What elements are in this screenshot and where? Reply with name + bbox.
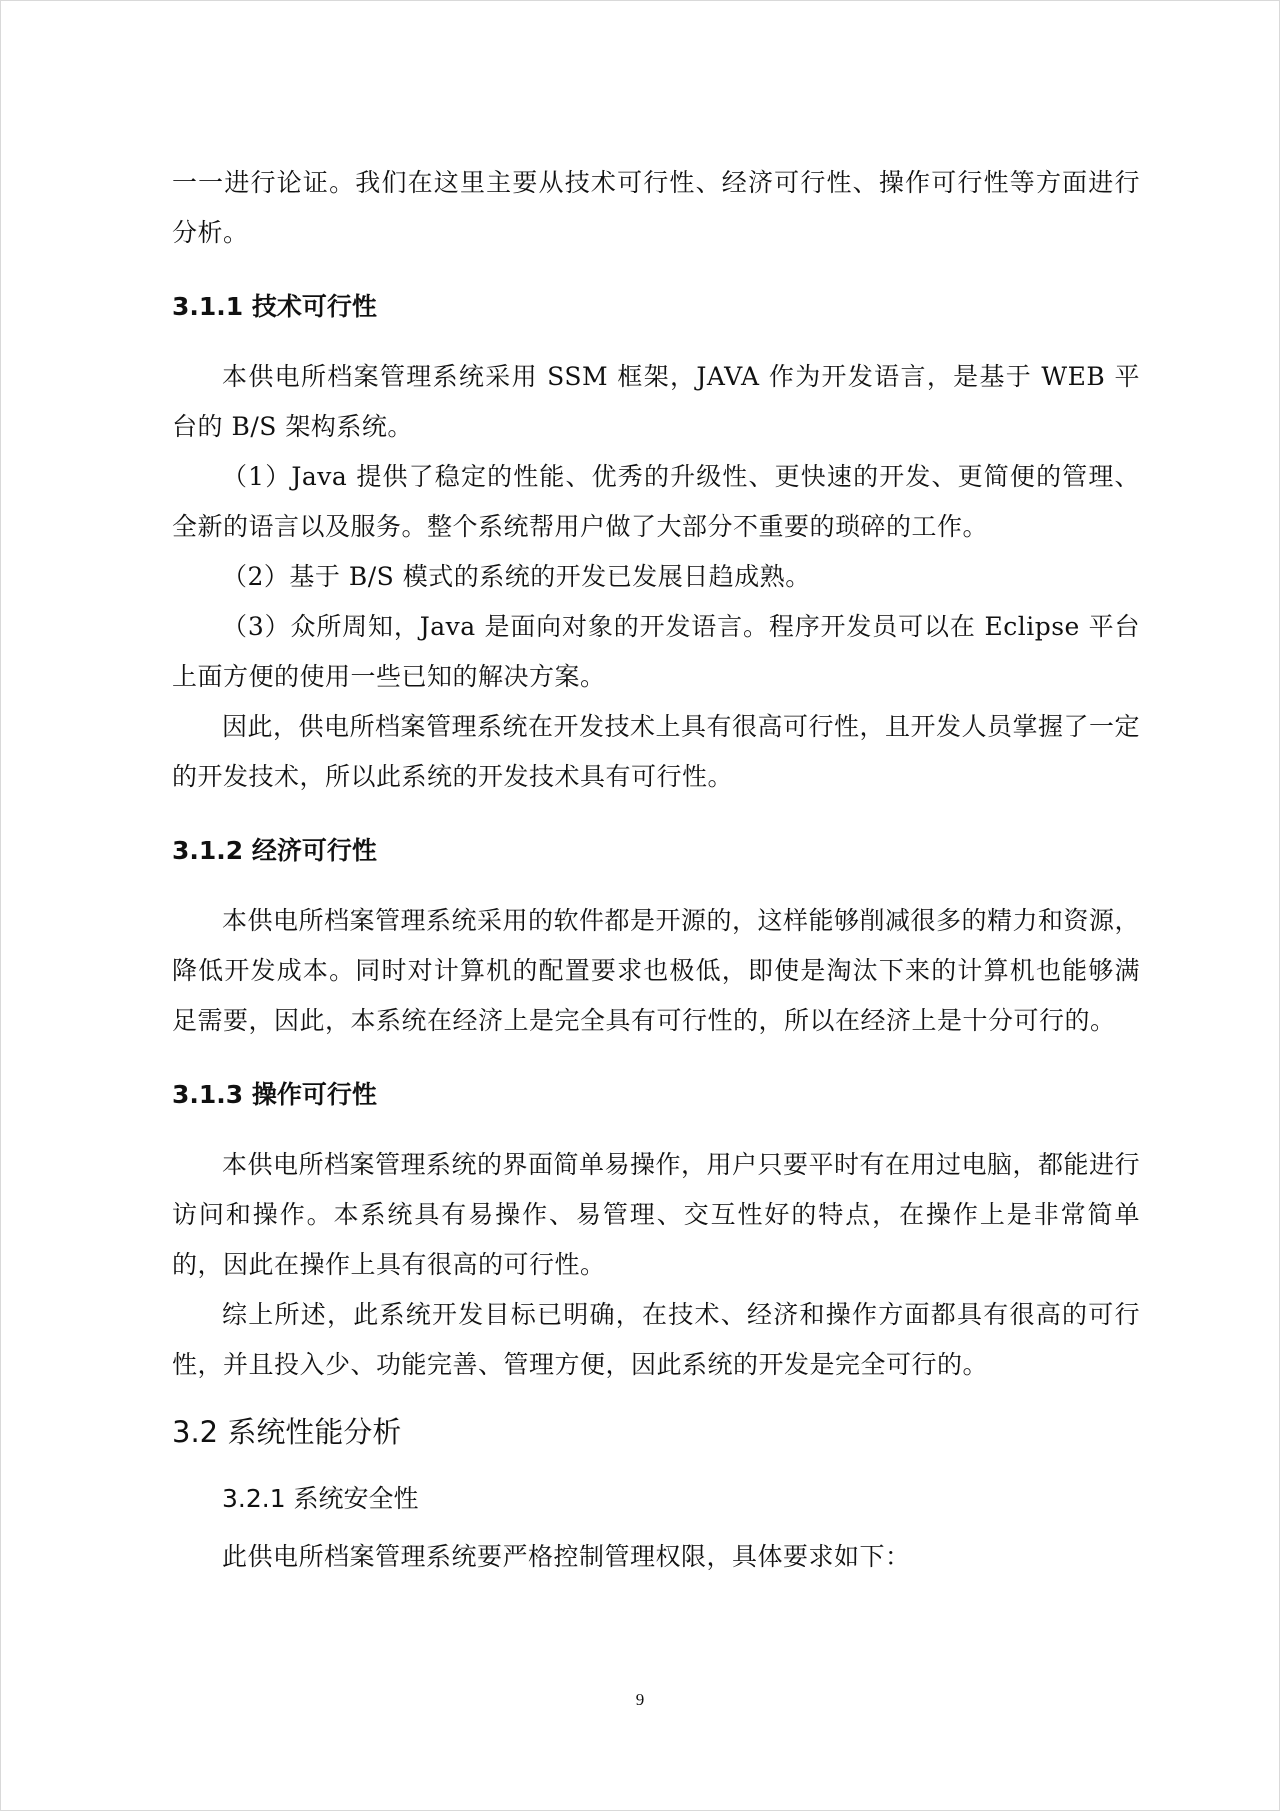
- paragraph-3-1-1-1: 本供电所档案管理系统采用 SSM 框架，JAVA 作为开发语言，是基于 WEB 平台的 B/S 架构系统。: [172, 362, 1140, 441]
- paragraph-3-1-2-1: 本供电所档案管理系统采用的软件都是开源的，这样能够削减很多的精力和资源，降低开发成本。同时对计算机的配置要求也极低，即使是淘汰下来的计算机也能够满足需要，因此，本系统在经济上是完全具有可行性的，所以在经济上是十分可行的。: [172, 906, 1141, 1035]
- paragraph-3-1-1-3: （2）基于 B/S 模式的系统的开发已发展日趋成熟。: [222, 562, 811, 591]
- paragraph-3-1-1-2: （1）Java 提供了稳定的性能、优秀的升级性、更快速的开发、更简便的管理、全新的语言以及服务。整个系统帮用户做了大部分不重要的琐碎的工作。: [172, 462, 1140, 541]
- paragraph-3-1-1-4: （3）众所周知，Java 是面向对象的开发语言。程序开发员可以在 Eclipse 平台上面方便的使用一些已知的解决方案。: [172, 612, 1140, 691]
- paragraph-3-1-1-5: 因此，供电所档案管理系统在开发技术上具有很高可行性，且开发人员掌握了一定的开发技术，所以此系统的开发技术具有可行性。: [172, 712, 1141, 791]
- document-body: [172, 158, 1140, 1582]
- heading-3-1-1: 3.1.1 技术可行性: [172, 292, 377, 321]
- page-number: 9: [635, 1690, 645, 1709]
- intro-paragraph: 一一进行论证。我们在这里主要从技术可行性、经济可行性、操作可行性等方面进行分析。: [172, 168, 1140, 247]
- paragraph-3-1-3-1: 本供电所档案管理系统的界面简单易操作，用户只要平时有在用过电脑，都能进行访问和操作。本系统具有易操作、易管理、交互性好的特点，在操作上是非常简单的，因此在操作上具有很高的可行性。: [172, 1150, 1141, 1279]
- heading-3-1-2: 3.1.2 经济可行性: [172, 836, 377, 865]
- paragraph-3-2-1-1: 此供电所档案管理系统要严格控制管理权限，具体要求如下：: [222, 1542, 911, 1571]
- heading-3-2-1: 3.2.1 系统安全性: [222, 1484, 419, 1513]
- heading-3-2: 3.2 系统性能分析: [172, 1415, 402, 1449]
- paragraph-3-1-3-2: 综上所述，此系统开发目标已明确，在技术、经济和操作方面都具有很高的可行性，并且投入少、功能完善、管理方便，因此系统的开发是完全可行的。: [172, 1300, 1140, 1379]
- heading-3-1-3: 3.1.3 操作可行性: [172, 1080, 377, 1109]
